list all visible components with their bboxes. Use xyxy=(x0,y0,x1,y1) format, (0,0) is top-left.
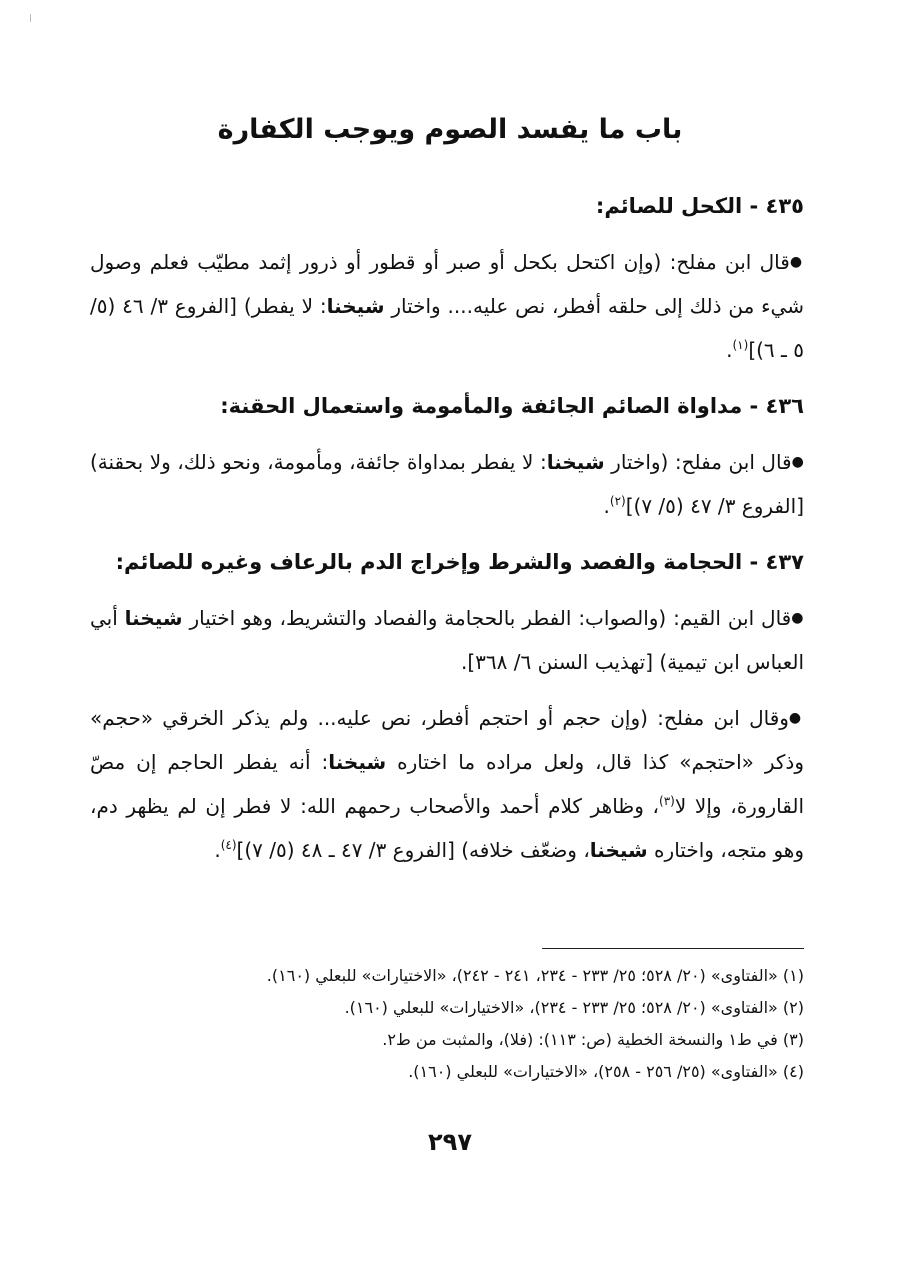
footnote-divider xyxy=(542,948,804,949)
footnote-item: (٣) في ط١ والنسخة الخطية (ص: ١١٣): (فلا)، والمثبت من ط٢. xyxy=(382,1030,804,1049)
corner-tick xyxy=(30,14,31,22)
text-run: ، وظاهر كلام أحمد والأصحاب رحمهم الله: لا فطر إن لم يظهر دم، وهو متجه، واختاره xyxy=(90,794,804,862)
bullet-icon: ● xyxy=(789,254,805,270)
bullet-icon: ● xyxy=(791,610,804,626)
footnote-item: (١) «الفتاوى» (٢٠/ ٥٢٨؛ ٢٥/ ٢٣٣ - ٢٣٤، ٢٤١ - ٢٤٢)، «الاختيارات» للبعلي (١٦٠). xyxy=(266,966,804,985)
chapter-title: باب ما يفسد الصوم ويوجب الكفارة xyxy=(217,114,683,145)
footnote-ref: (١) xyxy=(732,338,749,352)
text-run: قال ابن القيم: (والصواب: الفطر بالحجامة والفصاد والتشريط، وهو اختيار xyxy=(182,606,792,630)
text-run: . xyxy=(603,494,610,518)
text-run: . xyxy=(214,838,221,862)
paragraph-437-1 xyxy=(90,596,804,684)
text-run: وقال ابن مفلح: (وإن حجم أو احتجم أفطر، نص عليه... ولم يذكر الخرقي «حجم» وذكر «احتجم» كذا قال، ولعل مراده ما اختاره xyxy=(90,706,804,774)
shaykh-highlight: شيخنا xyxy=(546,450,605,474)
text-run: : أنه يفطر الحاجم إن مصّ القارورة، وإلا لا xyxy=(90,750,805,818)
text-run: قال ابن مفلح: (وإن اكتحل بكحل أو صبر أو قطور أو ذرور إثمد مطيّب فعلم وصول شيء من ذلك إلى حلقه أفطر، نص عليه.... واختار xyxy=(90,250,804,318)
paragraph-436-1 xyxy=(90,440,804,528)
bullet-icon: ● xyxy=(791,454,805,470)
text-run: : لا يفطر بمداواة جائفة، ومأمومة، ونحو ذلك، ولا بحقنة) [الفروع ٣/ ٤٧ (٥/ ٧)] xyxy=(90,450,804,518)
text-run: ، وضعّف خلافه) [الفروع ٣/ ٤٧ ـ ٤٨ (٥/ ٧)] xyxy=(236,838,590,862)
footnote-item: (٢) «الفتاوى» (٢٠/ ٥٢٨؛ ٢٥/ ٢٣٣ - ٢٣٤)، «الاختيارات» للبعلي (١٦٠). xyxy=(344,998,804,1017)
text-run: : لا يفطر) [الفروع ٣/ ٤٦ (٥/ ٥ ـ ٦)] xyxy=(90,294,804,362)
footnote-ref: (٤) xyxy=(220,838,237,852)
shaykh-highlight: شيخنا xyxy=(124,606,183,630)
section-heading-436: ٤٣٦ - مداواة الصائم الجائفة والمأمومة واستعمال الحقنة: xyxy=(220,394,804,418)
shaykh-highlight: شيخنا xyxy=(328,750,387,774)
section-heading-437: ٤٣٧ - الحجامة والفصد والشرط وإخراج الدم بالرعاف وغيره للصائم: xyxy=(115,550,804,574)
footnote-ref: (٣) xyxy=(659,794,675,808)
text-run: قال ابن مفلح: (واختار xyxy=(604,450,792,474)
text-run: أبي العباس ابن تيمية) [تهذيب السنن ٦/ ٣٦٨]. xyxy=(90,606,804,674)
footnote-item: (٤) «الفتاوى» (٢٥/ ٢٥٦ - ٢٥٨)، «الاختيارات» للبعلي (١٦٠). xyxy=(408,1062,804,1081)
paragraph-435-1 xyxy=(90,240,804,372)
page-number: ٢٩٧ xyxy=(428,1128,472,1156)
text-run: . xyxy=(726,338,733,362)
section-heading-435: ٤٣٥ - الكحل للصائم: xyxy=(595,194,804,218)
footnotes xyxy=(90,960,804,1088)
bullet-icon: ● xyxy=(788,710,805,726)
shaykh-highlight: شيخنا xyxy=(326,294,385,318)
paragraph-437-2 xyxy=(90,696,804,872)
footnote-ref: (٢) xyxy=(609,494,626,508)
main-text xyxy=(90,184,804,884)
shaykh-highlight: شيخنا xyxy=(589,838,648,862)
